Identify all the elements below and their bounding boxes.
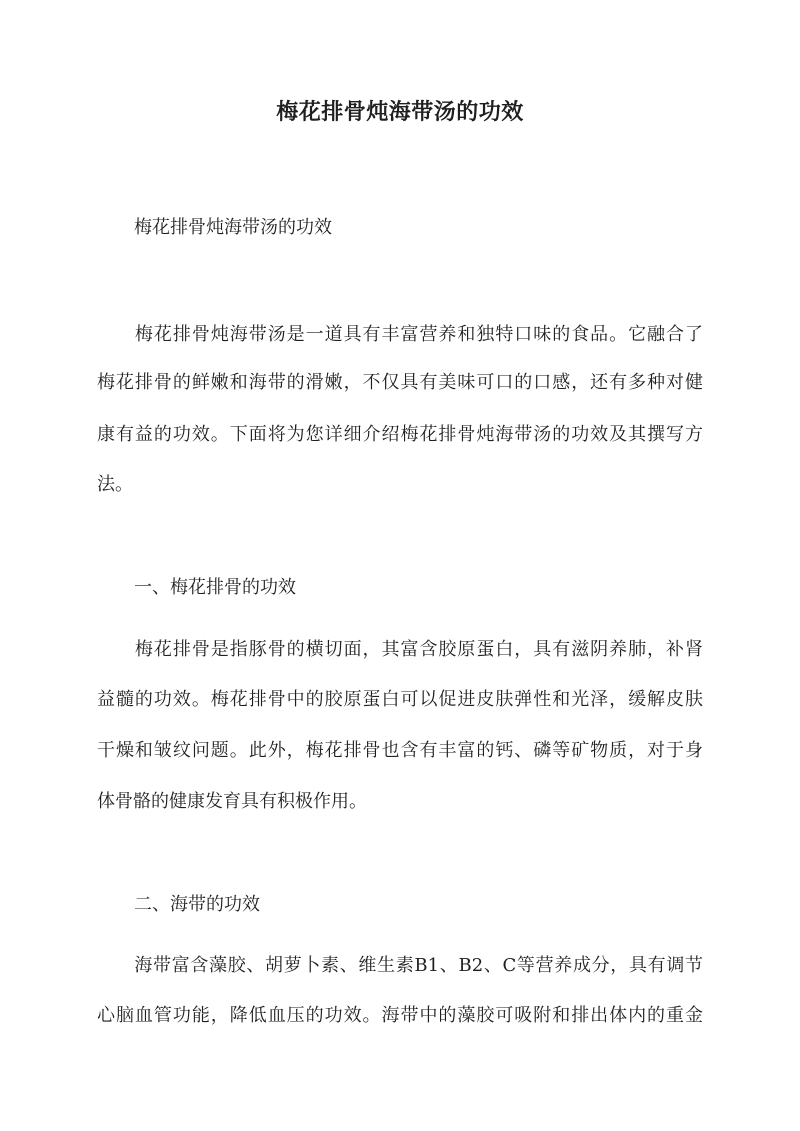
section-heading: 一、梅花排骨的功效 [134, 577, 296, 598]
paragraph-line: 心脑血管功能，降低血压的功效。海带中的藻胶可吸附和排出体内的重金 [97, 1005, 703, 1026]
paragraph-line: 干燥和皱纹问题。此外，梅花排骨也含有丰富的钙、磷等矿物质，对于身 [97, 740, 703, 761]
paragraph-line: 体骨骼的健康发育具有积极作用。 [97, 791, 367, 812]
paragraph-line: 梅花排骨的鲜嫩和海带的滑嫩，不仅具有美味可口的口感，还有多种对健 [97, 372, 703, 393]
paragraph-line: 梅花排骨是指豚骨的横切面，其富含胶原蛋白，具有滋阴养肺，补肾 [97, 639, 703, 660]
paragraph-line: 康有益的功效。下面将为您详细介绍梅花排骨炖海带汤的功效及其撰写方 [97, 424, 703, 445]
paragraph-line: 法。 [97, 474, 133, 495]
document-title: 梅花排骨炖海带汤的功效 [276, 99, 524, 125]
section-heading: 二、海带的功效 [134, 894, 260, 915]
paragraph-line: 益髓的功效。梅花排骨中的胶原蛋白可以促进皮肤弹性和光泽，缓解皮肤 [97, 689, 703, 710]
document-subtitle: 梅花排骨炖海带汤的功效 [134, 217, 332, 238]
paragraph-line: 海带富含藻胶、胡萝卜素、维生素B1、B2、C等营养成分，具有调节 [97, 955, 703, 976]
paragraph-line: 梅花排骨炖海带汤是一道具有丰富营养和独特口味的食品。它融合了 [97, 324, 703, 345]
